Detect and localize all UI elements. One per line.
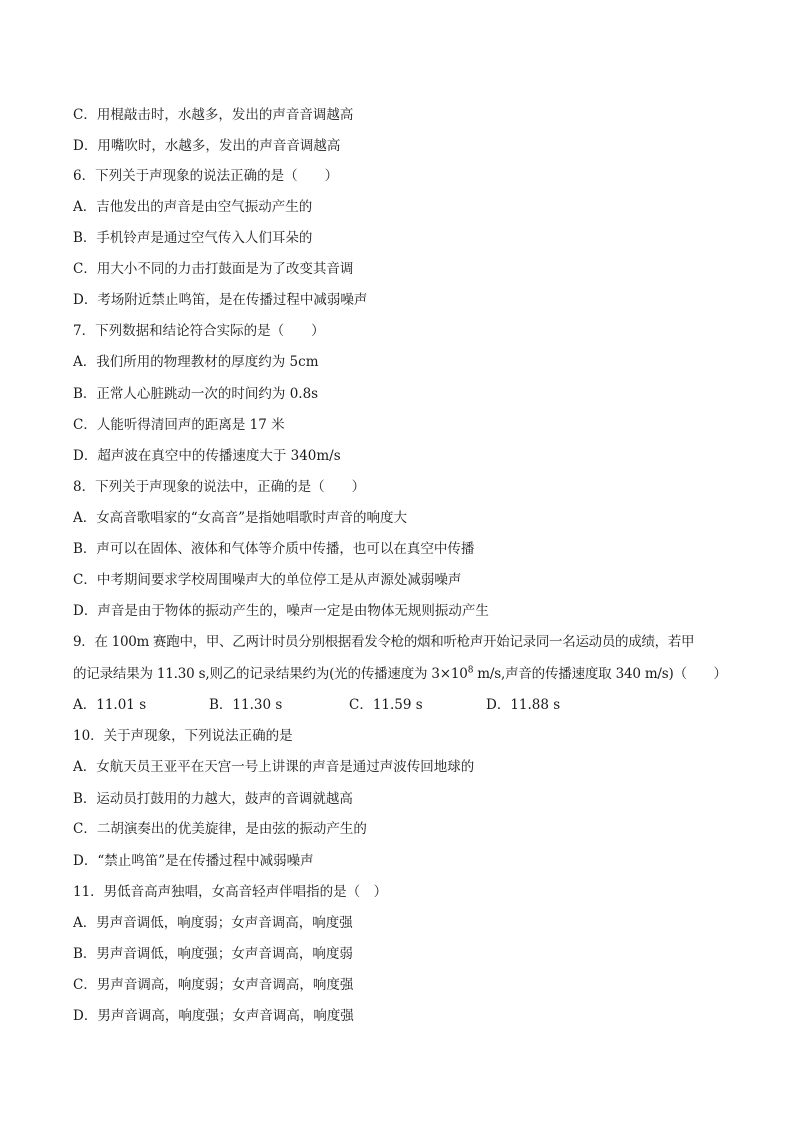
option-7c: C．人能听得清回声的距离是 17 米 — [73, 417, 285, 433]
option-8d: D．声音是由于物体的振动产生的，噪声一定是由物体无规则振动产生 — [73, 603, 489, 619]
question-9-line1: 9．在 100m 赛跑中，甲、乙两计时员分别根据看发令枪的烟和听枪声开始记录同一名运动员的成绩，若甲 — [73, 634, 695, 650]
option-10a: A．女航天员王亚平在天宫一号上讲课的声音是通过声波传回地球的 — [73, 759, 475, 775]
question-9-line2 — [73, 664, 734, 684]
option-9d: D．11.88 s — [486, 697, 561, 713]
option-8b: B．声可以在固体、液体和气体等介质中传播，也可以在真空中传播 — [73, 541, 475, 557]
option-10b: B．运动员打鼓用的力越大，鼓声的音调就越高 — [73, 791, 353, 807]
question-10: 10．关于声现象，下列说法正确的是 — [73, 728, 293, 744]
option-6c: C．用大小不同的力击打鼓面是为了改变其音调 — [73, 261, 354, 277]
question-9-options — [73, 695, 673, 715]
option-5c: C．用棍敲击时，水越多，发出的声音音调越高 — [73, 107, 354, 123]
option-8a: A．女高音歌唱家的“女高音”是指她唱歌时声音的响度大 — [73, 510, 408, 526]
option-11c: C．男声音调高，响度弱；女声音调高，响度强 — [73, 977, 354, 993]
option-7d: D．超声波在真空中的传播速度大于 340m/s — [73, 448, 341, 464]
question-7: 7．下列数据和结论符合实际的是（ ） — [73, 323, 325, 339]
question-8: 8．下列关于声现象的说法中，正确的是（ ） — [73, 479, 366, 495]
option-5d: D．用嘴吹时，水越多，发出的声音音调越高 — [73, 138, 341, 154]
exponent: 8 — [467, 665, 474, 676]
question-9-line2-text: 的记录结果为 11.30 s,则乙的记录结果约为(光的传播速度为 3×10 — [73, 666, 468, 682]
option-10c: C．二胡演奏出的优美旋律，是由弦的振动产生的 — [73, 821, 367, 837]
option-6b: B．手机铃声是通过空气传入人们耳朵的 — [73, 230, 313, 246]
question-11: 11．男低音高声独唱，女高音轻声伴唱指的是（ ） — [73, 884, 388, 900]
question-9-line2-tail: m/s,声音的传播速度取 340 m/s)（ ） — [473, 666, 727, 682]
option-9b: B．11.30 s — [209, 697, 283, 713]
option-7a: A．我们所用的物理教材的厚度约为 5cm — [73, 354, 319, 370]
option-6d: D．考场附近禁止鸣笛，是在传播过程中减弱噪声 — [73, 292, 368, 308]
option-11b: B．男声音调低，响度强；女声音调高，响度弱 — [73, 946, 353, 962]
option-7b: B．正常人心脏跳动一次的时间约为 0.8s — [73, 386, 319, 402]
option-11d: D．男声音调高，响度强；女声音调高，响度强 — [73, 1008, 354, 1024]
option-9c: C．11.59 s — [349, 697, 423, 713]
option-10d: D．“禁止鸣笛”是在传播过程中减弱噪声 — [73, 853, 314, 869]
option-9a: A．11.01 s — [73, 697, 147, 713]
option-8c: C．中考期间要求学校周围噪声大的单位停工是从声源处减弱噪声 — [73, 572, 462, 588]
option-6a: A．吉他发出的声音是由空气振动产生的 — [73, 199, 313, 215]
option-11a: A．男声音调低，响度弱；女声音调高，响度强 — [73, 915, 353, 931]
question-6: 6．下列关于声现象的说法正确的是（ ） — [73, 168, 339, 184]
